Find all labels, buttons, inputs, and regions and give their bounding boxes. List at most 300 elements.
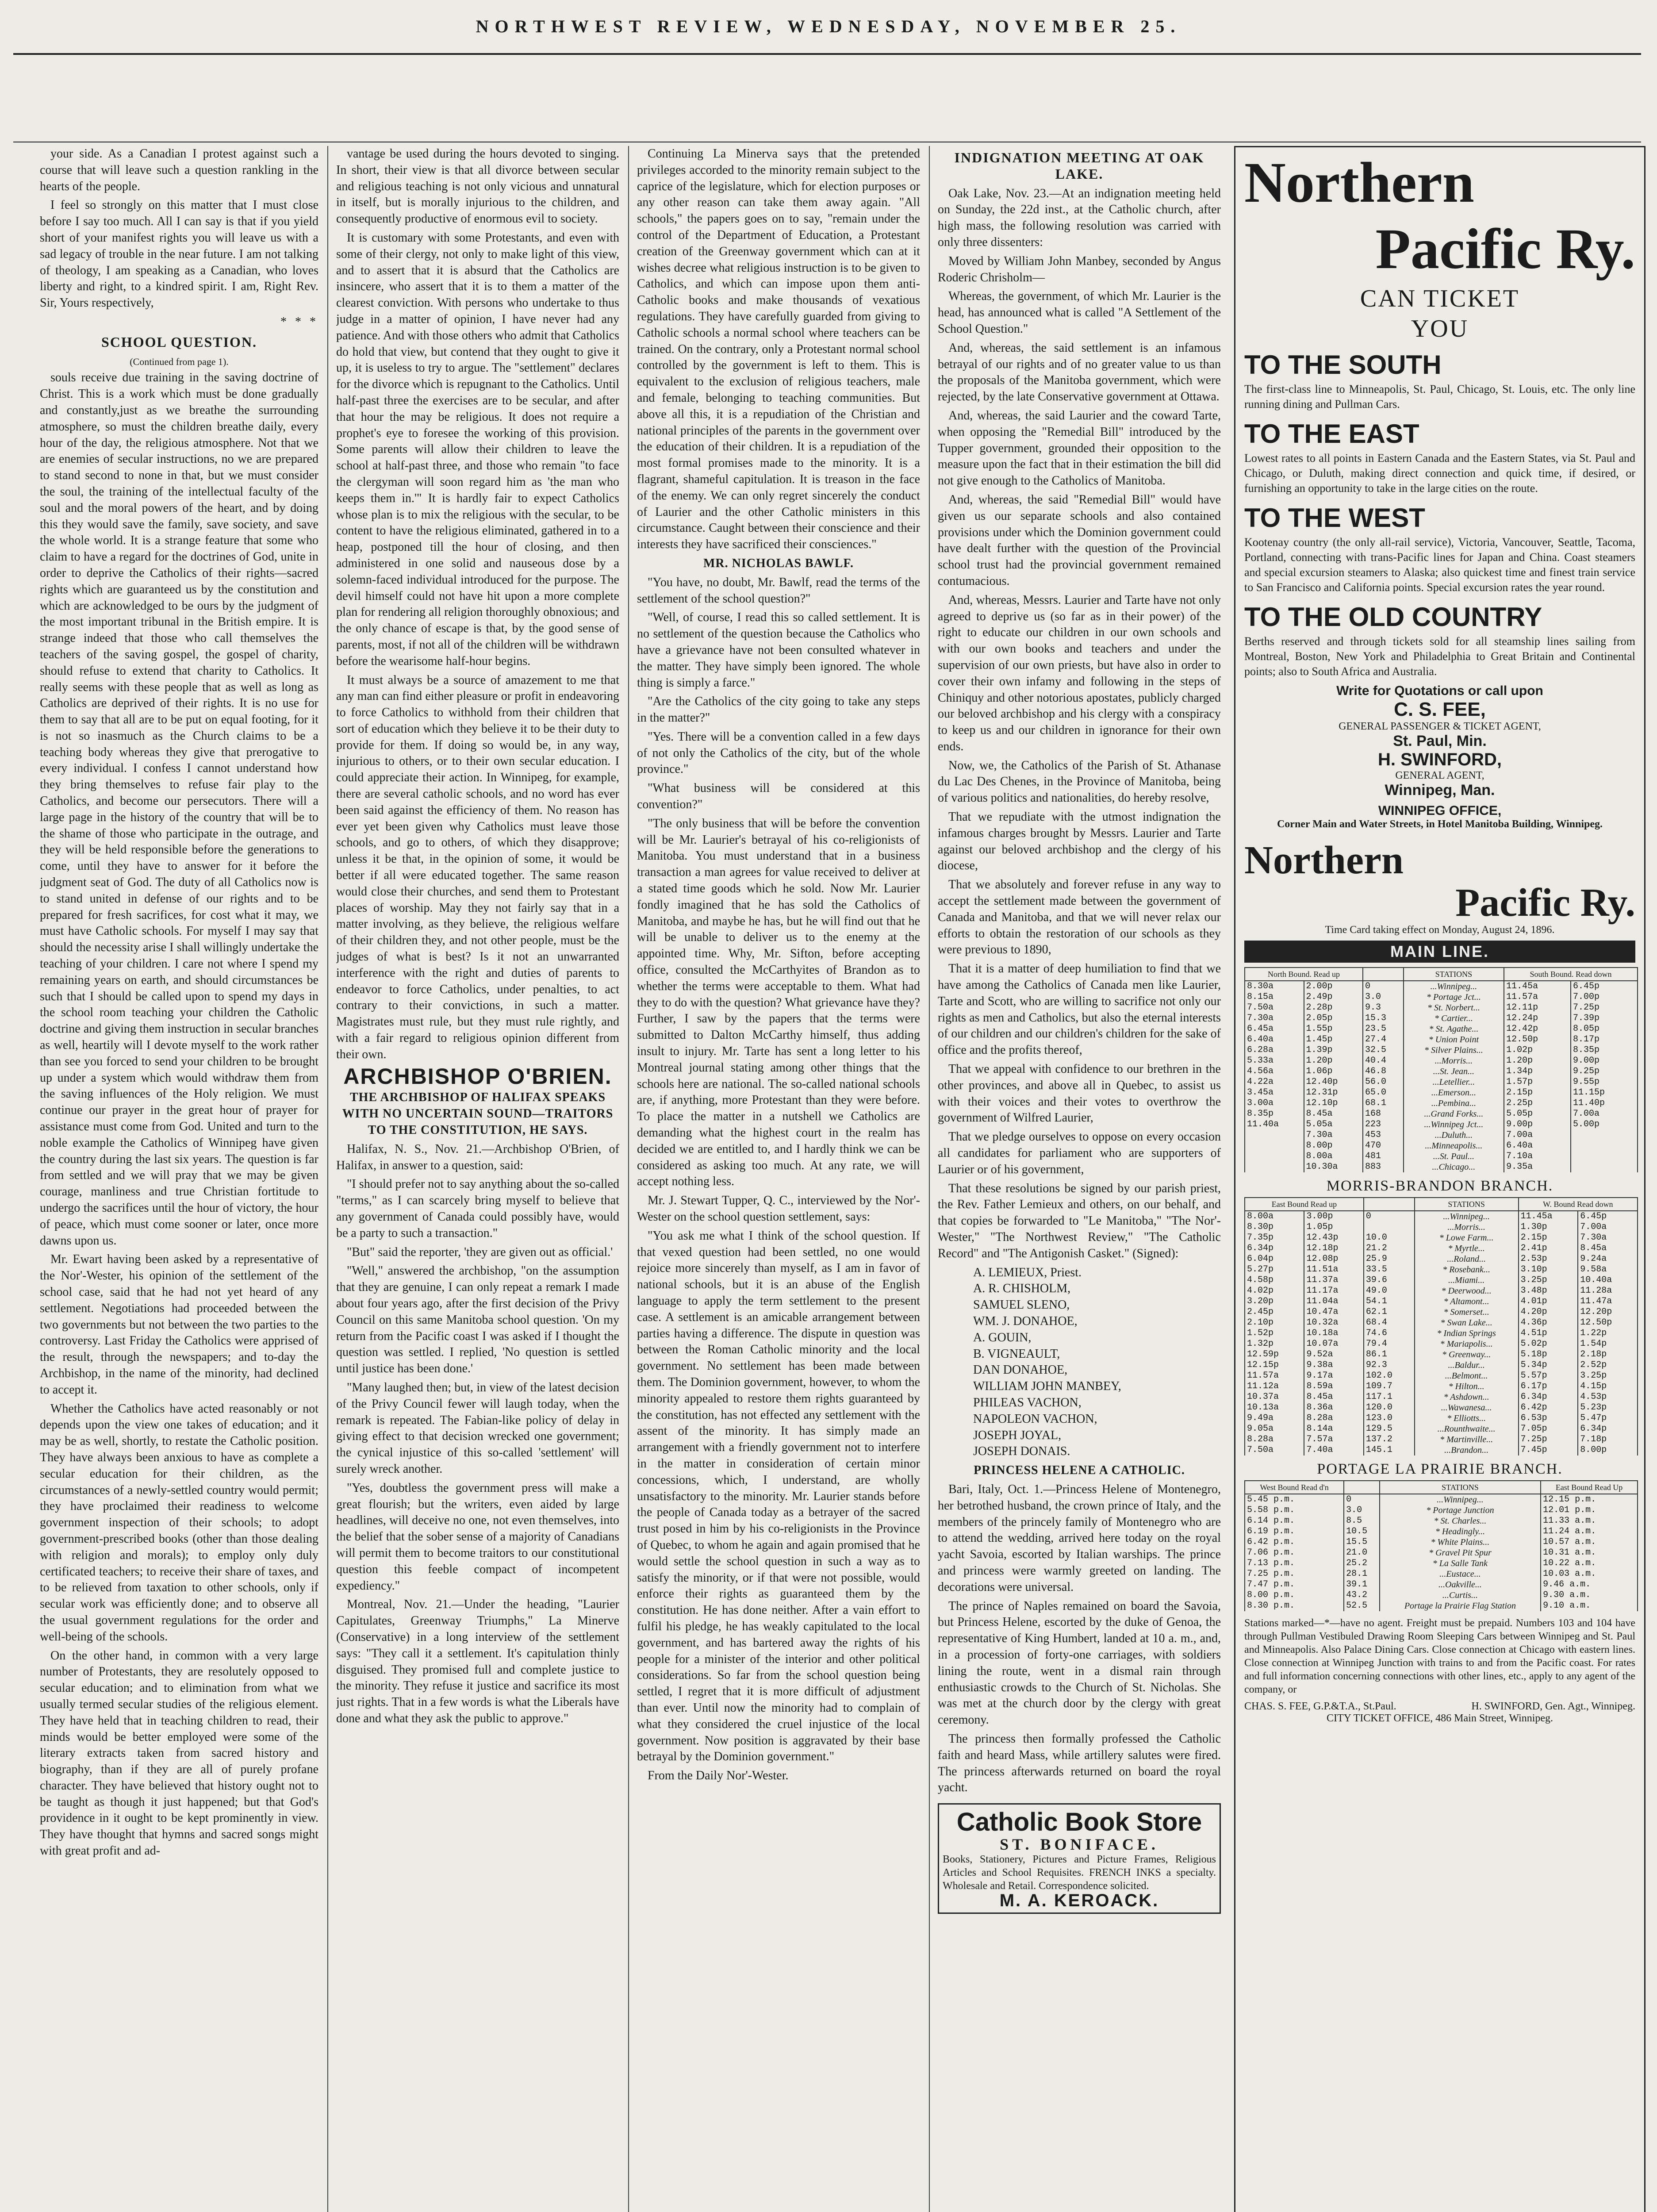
paragraph: "The only business that will be before the convention will be Mr. Laurier's betrayal of his co-religionists of Manitoba. You must understand that in a business transaction a man agrees for value received to deliver at a stated time goods which he sold. Now Mr. Laurier fondly imagined that he has sold the Catholics of Manitoba, and maybe he has, but he will find out that he will be unable to deliver us to the enemy at the appointed time. Why, Mr. Sifton, before accepting office, consulted the McCarthyites of Brandon as to whether the terms were acceptable to them. What had they to do with the question? What grievance have they? Further, I saw by the papers that the terms were submitted to Dalton McCarthy himself, thus adding insult to injury. Mr. Tarte has sent a long letter to his Montreal journal stating among other things that the schools here are national. The so-called national schools are, if anything, more Protestant than they were before. To place the matter in a nutshell we Catholics are demanding what the highest court in the realm has decided we are entitled to, and I hardly think we can be considered as asking too much. At any rate, we will accept nothing less.: [637, 816, 920, 1189]
time-cell: 5.23p: [1578, 1402, 1638, 1413]
time-cell: 9.05a: [1245, 1424, 1304, 1434]
paragraph: your side. As a Canadian I protest against such a course that will leave such a question rankling in the hearts of the people.: [40, 147, 318, 193]
time-cell: 11.47a: [1578, 1296, 1638, 1307]
column-3: [637, 146, 920, 2212]
time-cell: 8.30 p.m.: [1245, 1601, 1344, 1611]
station-cell: ...Winnipeg...: [1380, 1494, 1541, 1505]
article-heading: ARCHBISHOP O'BRIEN.: [343, 1064, 612, 1089]
paragraph: "Well, of course, I read this so called settlement. It is no settlement of the question because the Catholics who have a grievance have not been consulted whatever in the matter. They have simply been ignored. The whole thing is simply a farce.": [637, 611, 920, 690]
time-cell: 39.6: [1364, 1275, 1415, 1286]
quote-prompt: Write for Quotations or call upon: [1336, 684, 1543, 698]
time-cell: 4.56a: [1245, 1066, 1304, 1077]
timetable-row: [1245, 1243, 1638, 1254]
station-cell: ...Eustace...: [1380, 1569, 1541, 1579]
time-cell: 11.15p: [1571, 1087, 1638, 1098]
timetable-row: [1245, 1077, 1638, 1087]
time-cell: 0: [1364, 1211, 1415, 1222]
time-cell: 4.51p: [1519, 1328, 1578, 1339]
time-cell: 5.34p: [1519, 1360, 1578, 1371]
time-cell: 8.30p: [1245, 1222, 1304, 1233]
timetable-row: [1245, 1360, 1638, 1371]
timetable-row: [1245, 1002, 1638, 1013]
time-cell: 62.1: [1364, 1307, 1415, 1317]
time-cell: 10.22 a.m.: [1541, 1558, 1638, 1569]
timetable-row: [1245, 1130, 1638, 1141]
time-cell: 1.39p: [1304, 1045, 1363, 1056]
station-cell: * Somerset...: [1415, 1307, 1519, 1317]
column-header: W. Bound Read down: [1519, 1198, 1638, 1211]
time-cell: 2.00p: [1304, 981, 1363, 992]
timetable-row: [1245, 1098, 1638, 1109]
time-cell: 11.40p: [1571, 1098, 1638, 1109]
station-cell: ...Chicago...: [1404, 1162, 1504, 1172]
timetable-row: [1245, 1024, 1638, 1034]
station-cell: ...Pembina...: [1404, 1098, 1504, 1109]
time-cell: 25.9: [1364, 1254, 1415, 1264]
time-cell: 15.5: [1344, 1537, 1380, 1548]
time-cell: 11.57a: [1245, 1371, 1304, 1381]
paragraph: And, whereas, Messrs. Laurier and Tarte have not only agreed to deprive us (so far as in their power) of the right to educate our children in our own schools and with our own books and teachers and under the supervision of our own priests, but have also in order to cover their own infamy and following in the steps of Chiniquy and other notorious apostates, publicly charged our beloved archbishop and his clergy with a conspiracy to keep us and our children in ignorance for their own ends.: [938, 593, 1221, 753]
destination-heading: TO THE WEST: [1244, 503, 1425, 533]
time-cell: 5.45 p.m.: [1245, 1494, 1344, 1505]
time-cell: 6.34p: [1245, 1243, 1304, 1254]
column-header: [1363, 968, 1404, 981]
destination-heading: TO THE EAST: [1244, 419, 1419, 449]
station-cell: * Gravel Pit Spur: [1380, 1548, 1541, 1558]
column-header: [1344, 1481, 1380, 1494]
footer-agent: CHAS. S. FEE, G.P.&T.A., St.Paul.: [1244, 1701, 1396, 1712]
time-cell: 7.39p: [1571, 1013, 1638, 1024]
column-header: West Bound Read d'n: [1245, 1481, 1344, 1494]
column-header: North Bound. Read up: [1245, 968, 1363, 981]
time-cell: 1.52p: [1245, 1328, 1304, 1339]
station-cell: * White Plains...: [1380, 1537, 1541, 1548]
timetable-row: [1245, 1296, 1638, 1307]
timetable-row: [1245, 1286, 1638, 1296]
time-cell: 10.57 a.m.: [1541, 1537, 1638, 1548]
time-cell: 33.5: [1364, 1264, 1415, 1275]
time-cell: 145.1: [1364, 1445, 1415, 1455]
station-cell: * Lowe Farm...: [1415, 1233, 1519, 1243]
time-cell: 9.30 a.m.: [1541, 1590, 1638, 1601]
signer: PHILEAS VACHON,: [973, 1395, 1082, 1409]
station-cell: ...Baldur...: [1415, 1360, 1519, 1371]
column-divider: [327, 146, 328, 2212]
timetable-row: [1245, 1424, 1638, 1434]
station-cell: ...St. Jean...: [1404, 1066, 1504, 1077]
agent-title: GENERAL AGENT,: [1395, 770, 1484, 781]
time-cell: 3.25p: [1519, 1275, 1578, 1286]
paragraph: Continuing La Minerva says that the pretended privileges accorded to the minority remain subject to the caprice of the legislature, which for election purposes or any other reason can take them away again. "All schools," the papers goes on to say, "remain under the control of the Department of Education, a Protestant creation of the Greenway government which can at it wishes decree what religious instruction is to be given to Catholics, and which can impose upon them anti-Catholic books and make thousands of vexatious regulations. They have carefully guarded from giving to Catholic schools a normal school where teachers can be trained. On the contrary, only a Protestant normal school controlled by the government is left to them. This is equivalent to the exclusion of religious teachers, male and female, belonging to teaching communities. But above all this, it is a repudiation of the Christian and national principles of the parents in the government over the education of their children. It is a repudiation of the most formal promises made to the minority. It is a flagrant, shameful capitulation. It is treason in the face of the enemy. We can only regret sincerely the conduct of Laurier and the other Catholic ministers in this circumstance. Caught between their conscience and their interests they have sacrificed their consciences.": [637, 147, 920, 552]
timetable-row: [1245, 1013, 1638, 1024]
time-cell: 10.32a: [1304, 1317, 1363, 1328]
time-cell: 7.35p: [1245, 1233, 1304, 1243]
time-cell: 11.12a: [1245, 1381, 1304, 1392]
time-cell: 28.1: [1344, 1569, 1380, 1579]
top-rule: [13, 53, 1641, 55]
time-cell: 11.37a: [1304, 1275, 1363, 1286]
station-cell: * Rosebank...: [1415, 1264, 1519, 1275]
station-cell: * Swan Lake...: [1415, 1317, 1519, 1328]
paragraph: "What business will be considered at this convention?": [637, 781, 920, 812]
timetable-row: [1245, 1505, 1638, 1516]
timetable-row: [1245, 1087, 1638, 1098]
time-cell: 9.00p: [1504, 1119, 1571, 1130]
timetable-row: [1245, 1045, 1638, 1056]
time-cell: 3.25p: [1578, 1371, 1638, 1381]
time-cell: 23.5: [1363, 1024, 1404, 1034]
paragraph: Now, we, the Catholics of the Parish of St. Athanase du Lac Des Chenes, in the Province of Manitoba, being of various politics and nationalities, do hereby resolve,: [938, 758, 1221, 805]
paragraph: And, whereas, the said settlement is an infamous betrayal of our rights and of no greater value to us than the proposals of the Manitoba government, which were rejected, by the late Conservative government at Ottawa.: [938, 341, 1221, 404]
time-cell: 2.41p: [1519, 1243, 1578, 1254]
time-cell: 9.00p: [1571, 1056, 1638, 1066]
portage-timetable: [1244, 1480, 1638, 1611]
column-divider: [929, 146, 930, 2212]
station-cell: ...Duluth...: [1404, 1130, 1504, 1141]
time-cell: 5.05a: [1304, 1119, 1363, 1130]
station-cell: ...Miami...: [1415, 1275, 1519, 1286]
paragraph: "Are the Catholics of the city going to take any steps in the matter?": [637, 695, 920, 725]
time-cell: 2.53p: [1519, 1254, 1578, 1264]
time-cell: 481: [1363, 1151, 1404, 1162]
time-cell: 6.40a: [1245, 1034, 1304, 1045]
time-cell: 7.25 p.m.: [1245, 1569, 1344, 1579]
footer-agents: [1244, 1701, 1635, 1713]
time-cell: 12.50p: [1578, 1317, 1638, 1328]
ad-owner: M. A. KEROACK.: [999, 1890, 1159, 1910]
time-cell: 7.30a: [1245, 1013, 1304, 1024]
timetable-row: [1245, 1307, 1638, 1317]
paragraph: Halifax, N. S., Nov. 21.—Archbishop O'Brien, of Halifax, in answer to a question, said:: [336, 1142, 619, 1172]
time-cell: 11.24 a.m.: [1541, 1526, 1638, 1537]
time-cell: 11.45a: [1504, 981, 1571, 992]
column-2: [336, 146, 619, 2212]
time-cell: 11.04a: [1304, 1296, 1363, 1307]
timetable-row: [1245, 1371, 1638, 1381]
paragraph: That we appeal with confidence to our brethren in the other provinces, and above all in Quebec, to assist us with their voices and their votes to overthrow the government of Wilfred Laurier,: [938, 1062, 1221, 1125]
time-cell: 12.42p: [1504, 1024, 1571, 1034]
time-cell: 12.31p: [1304, 1087, 1363, 1098]
time-cell: 3.48p: [1519, 1286, 1578, 1296]
timetable-row: [1245, 1516, 1638, 1526]
time-cell: 8.00 p.m.: [1245, 1590, 1344, 1601]
time-cell: 1.30p: [1519, 1222, 1578, 1233]
paragraph: Bari, Italy, Oct. 1.—Princess Helene of Montenegro, her betrothed husband, the crown prince of Italy, and the members of the princely family of Montenegro who are to attend the wedding, arrived here today on the royal yacht Savoia, escorted by Italian warships. The prince and princess were warmly greeted on landing. The decorations were universal.: [938, 1482, 1221, 1594]
time-cell: 79.4: [1364, 1339, 1415, 1349]
time-cell: 49.0: [1364, 1286, 1415, 1296]
station-cell: ...Grand Forks...: [1404, 1109, 1504, 1119]
time-cell: 7.06 p.m.: [1245, 1548, 1344, 1558]
time-cell: 8.17p: [1571, 1034, 1638, 1045]
paragraph: "Many laughed then; but, in view of the latest decision of the Privy Council fewer will laugh today, when the remark is repeated. The Fabian-like policy of delay in giving effect to that decision wrecked one government; the cynical injustice of this so-called 'settlement' will surely wreck another.: [336, 1380, 619, 1476]
time-cell: 5.27p: [1245, 1264, 1304, 1275]
timetable-row: [1245, 1034, 1638, 1045]
time-cell: 4.02p: [1245, 1286, 1304, 1296]
column-header: STATIONS: [1415, 1198, 1519, 1211]
station-cell: ...Wawanesa...: [1415, 1402, 1519, 1413]
time-cell: 109.7: [1364, 1381, 1415, 1392]
time-cell: 453: [1363, 1130, 1404, 1141]
paragraph: The prince of Naples remained on board the Savoia, but Princess Helene, escorted by the duke of Genoa, the representative of King Humbert, landed at 10 a. m., and, in a procession of forty-one carriages, with soldiers lining the route, went in a dismal rain through enthusiastic crowds to the Church of St. Nicholas. She was met at the church door by the clergy with great ceremony.: [938, 1599, 1221, 1727]
time-cell: [1571, 1130, 1638, 1141]
time-cell: 6.34p: [1519, 1392, 1578, 1402]
time-cell: 7.30a: [1578, 1233, 1638, 1243]
time-cell: 9.55p: [1571, 1077, 1638, 1087]
main-line-timetable: [1244, 967, 1638, 1172]
time-cell: 6.42 p.m.: [1245, 1537, 1344, 1548]
time-cell: 7.05p: [1519, 1424, 1578, 1434]
destination-description: Kootenay country (the only all-rail service), Victoria, Vancouver, Seattle, Tacoma, Portland, connecting with trans-Pacific lines for Japan and China. Coast steamers and special excursion steamers to Alaska; also quickest time and finest train service to San Francisco and California points. Special excursion rates the year round.: [1244, 536, 1635, 594]
time-cell: 2.15p: [1504, 1087, 1571, 1098]
paragraph: "But" said the reporter, 'they are given out as official.': [347, 1245, 613, 1259]
time-cell: 68.1: [1363, 1098, 1404, 1109]
section-heading: MAIN LINE.: [1244, 941, 1635, 963]
signer: WILLIAM JOHN MANBEY,: [973, 1379, 1121, 1394]
paragraph: Oak Lake, Nov. 23.—At an indignation meeting held on Sunday, the 22d inst., at the Catholic church, after high mass, the following resolution was carried with only three dissenters:: [938, 186, 1221, 249]
timetable-row: [1245, 1275, 1638, 1286]
paragraph: Mr. J. Stewart Tupper, Q. C., interviewed by the Nor'-Wester on the school question settlement, says:: [637, 1194, 920, 1224]
time-cell: 4.15p: [1578, 1381, 1638, 1392]
catholic-book-store-ad: [938, 1803, 1221, 1914]
time-cell: 117.1: [1364, 1392, 1415, 1402]
timetable-row: [1245, 1119, 1638, 1130]
article-heading: INDIGNATION MEETING AT OAK LAKE.: [954, 150, 1204, 182]
time-cell: 8.05p: [1571, 1024, 1638, 1034]
station-cell: * St. Norbert...: [1404, 1002, 1504, 1013]
office-heading: WINNIPEG OFFICE,: [1378, 803, 1502, 818]
station-cell: * Myrtle...: [1415, 1243, 1519, 1254]
time-cell: 12.08p: [1304, 1254, 1363, 1264]
time-cell: 8.00a: [1304, 1151, 1363, 1162]
paragraph: "Yes, doubtless the government press will make a great flourish; but the writers, even aided by large headlines, will deceive no one, not even themselves, into the belief that the sober sense of a majority of Canadians will permit them to become traitors to our constitutional question this feeble compact of incompetent expediency.": [336, 1481, 619, 1593]
timetable-row: [1245, 1317, 1638, 1328]
time-cell: 7.57a: [1304, 1434, 1363, 1445]
time-cell: 1.54p: [1578, 1339, 1638, 1349]
column-header: [1364, 1198, 1415, 1211]
paragraph: That these resolutions be signed by our parish priest, the Rev. Father Lemieux and others, on our behalf, and that copies be forwarded to "Le Manitoba," "The Nor'-Wester," "The Northwest Review," "The Catholic Record" and "The Antigonish Casket." (Signed):: [938, 1181, 1221, 1260]
timetable-row: [1245, 1211, 1638, 1222]
paragraph: "Well," answered the archbishop, "on the assumption that they are genuine, I can only repeat a remark I made about four years ago, after the first decision of the Privy Council on this same Manitoba school question. 'On my return from the Pacific coast I was asked if I thought the question was settled. I replied, 'No question is settled until justice has been done.': [336, 1264, 619, 1376]
signer: A. LEMIEUX, Priest.: [973, 1265, 1082, 1279]
time-cell: 5.58 p.m.: [1245, 1505, 1344, 1516]
time-cell: 25.2: [1344, 1558, 1380, 1569]
paragraph: And, whereas, the said Laurier and the coward Tarte, when opposing the "Remedial Bill" introduced by the Tupper government, grounded their opposition to the measure upon the fact that in their estimation the bill did not give enough to the Catholics of Manitoba.: [938, 408, 1221, 488]
timetable-row: [1245, 992, 1638, 1002]
timetable-row: [1245, 1264, 1638, 1275]
time-cell: [1245, 1162, 1304, 1172]
time-cell: 12.11p: [1504, 1002, 1571, 1013]
timetable-row: [1245, 1066, 1638, 1077]
timetable-row: [1245, 1445, 1638, 1455]
station-cell: ...Rounthwaite...: [1415, 1424, 1519, 1434]
time-cell: 4.22a: [1245, 1077, 1304, 1087]
paragraph: Whether the Catholics have acted reasonably or not depends upon the view one takes of education; and it may be as well, shortly, to restate the Catholic position. They have always been anxious to have as complete a secular education for their children, as the circumstances of a newly-settled country would permit; they have proclaimed their readiness to welcome government inspection of their schools; to adopt government-prescribed books (other than those dealing with religion and morals); to employ only duly certificated teachers; to receive their share of taxes, and to be relieved from taxation to other schools, only if secular work was efficiently done; and to observe all the usual government regulations for the order and well-being of the schools.: [40, 1402, 318, 1644]
station-cell: ...Letellier...: [1404, 1077, 1504, 1087]
station-cell: * Mariapolis...: [1415, 1339, 1519, 1349]
paragraph: It is customary with some Protestants, and even with some of their clergy, not only to make light of this view, and to assert that it is absurd that the Catholics are insincere, who assert that it is to them a matter of the clearest conviction. With persons who undertake to thus judge in a matter of opinion, I have never had any patience. And with those others who admit that Catholics do hold that view, but contend that they ought to give it up, it is useless to try to argue. The "settlement" declares for the divorce which is repugnant to the Catholics. Until half-past three the exercises are to be secular, and after that hour the may be religious. It does not require a prophet's eye to foresee the working of this provision. Some parents will allow their children to leave the school at half-past three, and those who remain "to face the clergyman will soon regard him as 'the man who keeps them in.'" It is hardly fair to expect Catholics whose plan is to mix the religious with the secular, to be content to have the religious eliminated, gathered in to a heap, postponed till the hour of closing, and then administered in one solid and nauseous dose by a solemn-faced individual introduced for the purpose. The devil himself could not have hit upon a more complete plan for rendering all religion thoroughly obnoxious; and the only chance of escape is that, by the good sense of parents, most, if not all of the children will be withdrawn before the wearisome half-hour begins.: [336, 230, 619, 668]
timetable-row: [1245, 1434, 1638, 1445]
timetable-row: [1245, 1548, 1638, 1558]
ad-title: Pacific Ry.: [1375, 217, 1635, 281]
paragraph: That we repudiate with the utmost indignation the infamous charges brought by Messrs. Laurier and Tarte against our beloved archbishop and the clergy of his diocese,: [938, 810, 1221, 873]
time-cell: 8.59a: [1304, 1381, 1363, 1392]
agent-city: Winnipeg, Man.: [1385, 782, 1495, 799]
time-cell: 5.05p: [1504, 1109, 1571, 1119]
time-cell: 129.5: [1364, 1424, 1415, 1434]
timetable-row: [1245, 1537, 1638, 1548]
timetable-row: [1245, 1162, 1638, 1172]
timetable-row: [1245, 1494, 1638, 1505]
time-cell: 1.57p: [1504, 1077, 1571, 1087]
time-cell: 12.15 p.m.: [1541, 1494, 1638, 1505]
column-header: STATIONS: [1404, 968, 1504, 981]
timetable-footer: Stations marked—*—have no agent. Freight must be prepaid. Numbers 103 and 104 have through Pullman Vestibuled Drawing Room Sleeping Cars between Winnipeg and St. Paul and Minneapolis. Also Palace Dining Cars. Close connection at Chicago with eastern lines. Close connection at Winnipeg Junction with trains to and from the Pacific coast. For rates and full information concerning connections with other lines, etc., apply to any agent of the company, or: [1244, 1617, 1635, 1695]
time-cell: 3.0: [1363, 992, 1404, 1002]
station-cell: * Deerwood...: [1415, 1286, 1519, 1296]
time-cell: 15.3: [1363, 1013, 1404, 1024]
time-cell: 10.30a: [1304, 1162, 1363, 1172]
signer: A. R. CHISHOLM,: [973, 1282, 1071, 1296]
separator-dots: * * *: [280, 315, 318, 329]
time-cell: 5.47p: [1578, 1413, 1638, 1424]
time-cell: 3.20p: [1245, 1296, 1304, 1307]
time-cell: 8.00a: [1245, 1211, 1304, 1222]
agent-city: St. Paul, Min.: [1393, 733, 1487, 749]
time-cell: 92.3: [1364, 1360, 1415, 1371]
time-cell: 2.49p: [1304, 992, 1363, 1002]
time-cell: 43.2: [1344, 1590, 1380, 1601]
timetable-row: [1245, 1590, 1638, 1601]
time-cell: [1571, 1162, 1638, 1172]
timetable-row: [1245, 1392, 1638, 1402]
station-cell: * Ashdown...: [1415, 1392, 1519, 1402]
time-cell: 3.0: [1344, 1505, 1380, 1516]
column-header: East Bound Read Up: [1541, 1481, 1638, 1494]
time-cell: 11.17a: [1304, 1286, 1363, 1296]
footer-agent: H. SWINFORD, Gen. Agt., Winnipeg.: [1471, 1701, 1635, 1712]
time-cell: 5.00p: [1571, 1119, 1638, 1130]
time-cell: 12.01 p.m.: [1541, 1505, 1638, 1516]
timetable-row: [1245, 1109, 1638, 1119]
time-cell: 12.20p: [1578, 1307, 1638, 1317]
time-cell: 7.30a: [1304, 1130, 1363, 1141]
timetable-row: [1245, 1222, 1638, 1233]
time-cell: 12.40p: [1304, 1077, 1363, 1087]
time-cell: 9.58a: [1578, 1264, 1638, 1275]
time-cell: 11.28a: [1578, 1286, 1638, 1296]
station-cell: ...Emerson...: [1404, 1087, 1504, 1098]
time-cell: 54.1: [1364, 1296, 1415, 1307]
time-cell: 10.0: [1364, 1233, 1415, 1243]
destination-heading: TO THE SOUTH: [1244, 350, 1442, 380]
timetable-row: [1245, 1381, 1638, 1392]
station-cell: * Portage Jct...: [1404, 992, 1504, 1002]
time-cell: 1.32p: [1245, 1339, 1304, 1349]
time-cell: 12.59p: [1245, 1349, 1304, 1360]
paragraph: That it is a matter of deep humiliation to find that we have among the Catholics of Canada men like Laurier, Tarte and Scott, who are willing to sacrifice not only our rights as men and Catholics, but also the eternal interests of our children and our children's children for the sake of office and the profits thereof,: [938, 962, 1221, 1057]
time-cell: 12.10p: [1304, 1098, 1363, 1109]
ad-title: Catholic Book Store: [956, 1808, 1202, 1837]
station-cell: * Greenway...: [1415, 1349, 1519, 1360]
destination-description: Berths reserved and through tickets sold for all steamship lines sailing from Montreal, Boston, New York and Philadelphia to Great Britain and Continental points; also to South Africa and Australia.: [1244, 635, 1635, 678]
time-cell: 4.58p: [1245, 1275, 1304, 1286]
station-cell: ...Oakville...: [1380, 1579, 1541, 1590]
paragraph: souls receive due training in the saving doctrine of Christ. This is a work which must be done gradually and constantly,just as we breathe the surrounding atmosphere, so must the children breathe daily, every hour of the day, the religious atmosphere. Not that we are enemies of secular instructions, no we are prepared to stand second to none in that, but we must consider the soul, the training of the intellectual faculty of the soul and the moral powers of the heart, and by doing this they would save the family, save society, and save the whole world. It is a strange feature that some who claim to have a regard for the doctrines of God, unite in order to deprive the Catholics of their rights—sacred rights which are guaranteed us by the constitution and which are acknowledged to be ours by the judgment of the most important tribunal in the British empire. It is strange indeed that those who call themselves the teachers of the saving gospel, the gospel of charity, should refuse to extend that charity to Catholics. It really seems with these people that as well as long as Catholics are deprived of their rights. It is no use for them to say that all are to be put on equal footing, for it is not so inasmuch as the Church claims to be a teaching body whereas they give that prerogative to every individual. I confess I cannot understand how they bring themselves to refuse fair play to the Catholics, and become our persecutors. There will a large page in the history of the country that will be to the shame of those who participate in the outrage, and they will be held responsible before the generations to come, until they have to answer for it before the judgment seat of God. The duty of all Catholics now is to stand united in defense of our rights and to be prepared for fresh sacrifices, for cost what it may, we must have Catholic schools. For myself I may say that should the necessity arise I shall willingly undertake the teaching of your children. I care not where I spend my remaining years on earth, and should circumstances be such that I should be called upon to spend my days in the school room teaching your children the Catholic doctrine and giving them instruction in secular branches as well, heartily will I devote myself to the work rather than see you forced to send your children to be brought up under a system which would withdraw them from the saving influences of the Holy religion. We must continue our prayer in the great hour of prayer for assistance must come from God. United and turn to the noble example the Catholics of Winnipeg have given the country during the last six years. The question is far from settled and we will pray that we may be given courage, manliness and true Christian fortitude to undergo the sacrifices until the hour of victory, the hour of peace, which must come sooner or later, once more dawns upon us.: [40, 371, 318, 1248]
time-cell: 883: [1363, 1162, 1404, 1172]
time-cell: 9.52a: [1304, 1349, 1363, 1360]
time-cell: 9.10 a.m.: [1541, 1601, 1638, 1611]
time-cell: 8.36a: [1304, 1402, 1363, 1413]
time-cell: 3.00p: [1304, 1211, 1363, 1222]
time-cell: 6.45p: [1578, 1211, 1638, 1222]
paragraph: Mr. Ewart having been asked by a representative of the Nor'-Wester, his opinion of the settlement of the school case, said that he had not yet heard of any settlement. Negotiations had proceeded between the two governments but not between the two parties to the controversy. Last Friday the Catholics were apprised of the result, through the newspapers; and to-day the Archbishop, in the name of the minority, had declined to accept it.: [40, 1252, 318, 1397]
time-cell: 1.06p: [1304, 1066, 1363, 1077]
time-cell: 6.14 p.m.: [1245, 1516, 1344, 1526]
signer: DAN DONAHOE,: [973, 1363, 1068, 1377]
time-cell: 7.50a: [1245, 1002, 1304, 1013]
time-cell: 168: [1363, 1109, 1404, 1119]
time-cell: 5.02p: [1519, 1339, 1578, 1349]
signers-list: [973, 1265, 1221, 1460]
station-cell: ...Winnipeg Jct...: [1404, 1119, 1504, 1130]
column-header: East Bound Read up: [1245, 1198, 1364, 1211]
time-cell: 86.1: [1364, 1349, 1415, 1360]
time-cell: 10.37a: [1245, 1392, 1304, 1402]
ad-place: ST. BONIFACE.: [1000, 1836, 1159, 1854]
time-cell: 7.00p: [1571, 992, 1638, 1002]
timetable-row: [1245, 1579, 1638, 1590]
time-cell: 3.10p: [1519, 1264, 1578, 1275]
time-cell: 10.47a: [1304, 1307, 1363, 1317]
time-cell: 11.57a: [1504, 992, 1571, 1002]
time-cell: 223: [1363, 1119, 1404, 1130]
station-cell: * Indian Springs: [1415, 1328, 1519, 1339]
station-cell: ...Brandon...: [1415, 1445, 1519, 1455]
time-cell: 11.45a: [1519, 1211, 1578, 1222]
destination-heading: TO THE OLD COUNTRY: [1244, 602, 1542, 632]
time-cell: 120.0: [1364, 1402, 1415, 1413]
time-cell: 65.0: [1363, 1087, 1404, 1098]
time-cell: 7.40a: [1304, 1445, 1363, 1455]
station-cell: * Altamont...: [1415, 1296, 1519, 1307]
time-cell: 8.00p: [1578, 1445, 1638, 1455]
destination-description: The first-class line to Minneapolis, St. Paul, Chicago, St. Louis, etc. The only line running dining and Pullman Cars.: [1244, 383, 1635, 411]
article-heading: SCHOOL QUESTION.: [101, 334, 257, 350]
time-cell: 9.35a: [1504, 1162, 1571, 1172]
time-cell: 12.24p: [1504, 1013, 1571, 1024]
time-cell: 11.40a: [1245, 1119, 1304, 1130]
time-cell: 46.8: [1363, 1066, 1404, 1077]
article-subheading: (Continued from page 1).: [130, 356, 229, 367]
station-cell: * Elliotts...: [1415, 1413, 1519, 1424]
masthead: NORTHWEST REVIEW, WEDNESDAY, NOVEMBER 25.: [476, 16, 1181, 36]
station-cell: Portage la Prairie Flag Station: [1380, 1601, 1541, 1611]
time-cell: 2.10p: [1245, 1317, 1304, 1328]
time-cell: 2.52p: [1578, 1360, 1638, 1371]
column-4: [938, 146, 1221, 2212]
signer: JOSEPH DONAIS.: [973, 1444, 1070, 1459]
time-cell: 9.24a: [1578, 1254, 1638, 1264]
station-cell: * Headingly...: [1380, 1526, 1541, 1537]
time-cell: 6.28a: [1245, 1045, 1304, 1056]
ad-tagline: CAN TICKET: [1360, 285, 1520, 312]
time-card-note: Time Card taking effect on Monday, August 24, 1896.: [1325, 924, 1555, 936]
timetable-row: [1245, 1151, 1638, 1162]
station-cell: ...Curtis...: [1380, 1590, 1541, 1601]
timetable-row: [1245, 1601, 1638, 1611]
time-cell: 4.20p: [1519, 1307, 1578, 1317]
column-header: STATIONS: [1380, 1481, 1541, 1494]
